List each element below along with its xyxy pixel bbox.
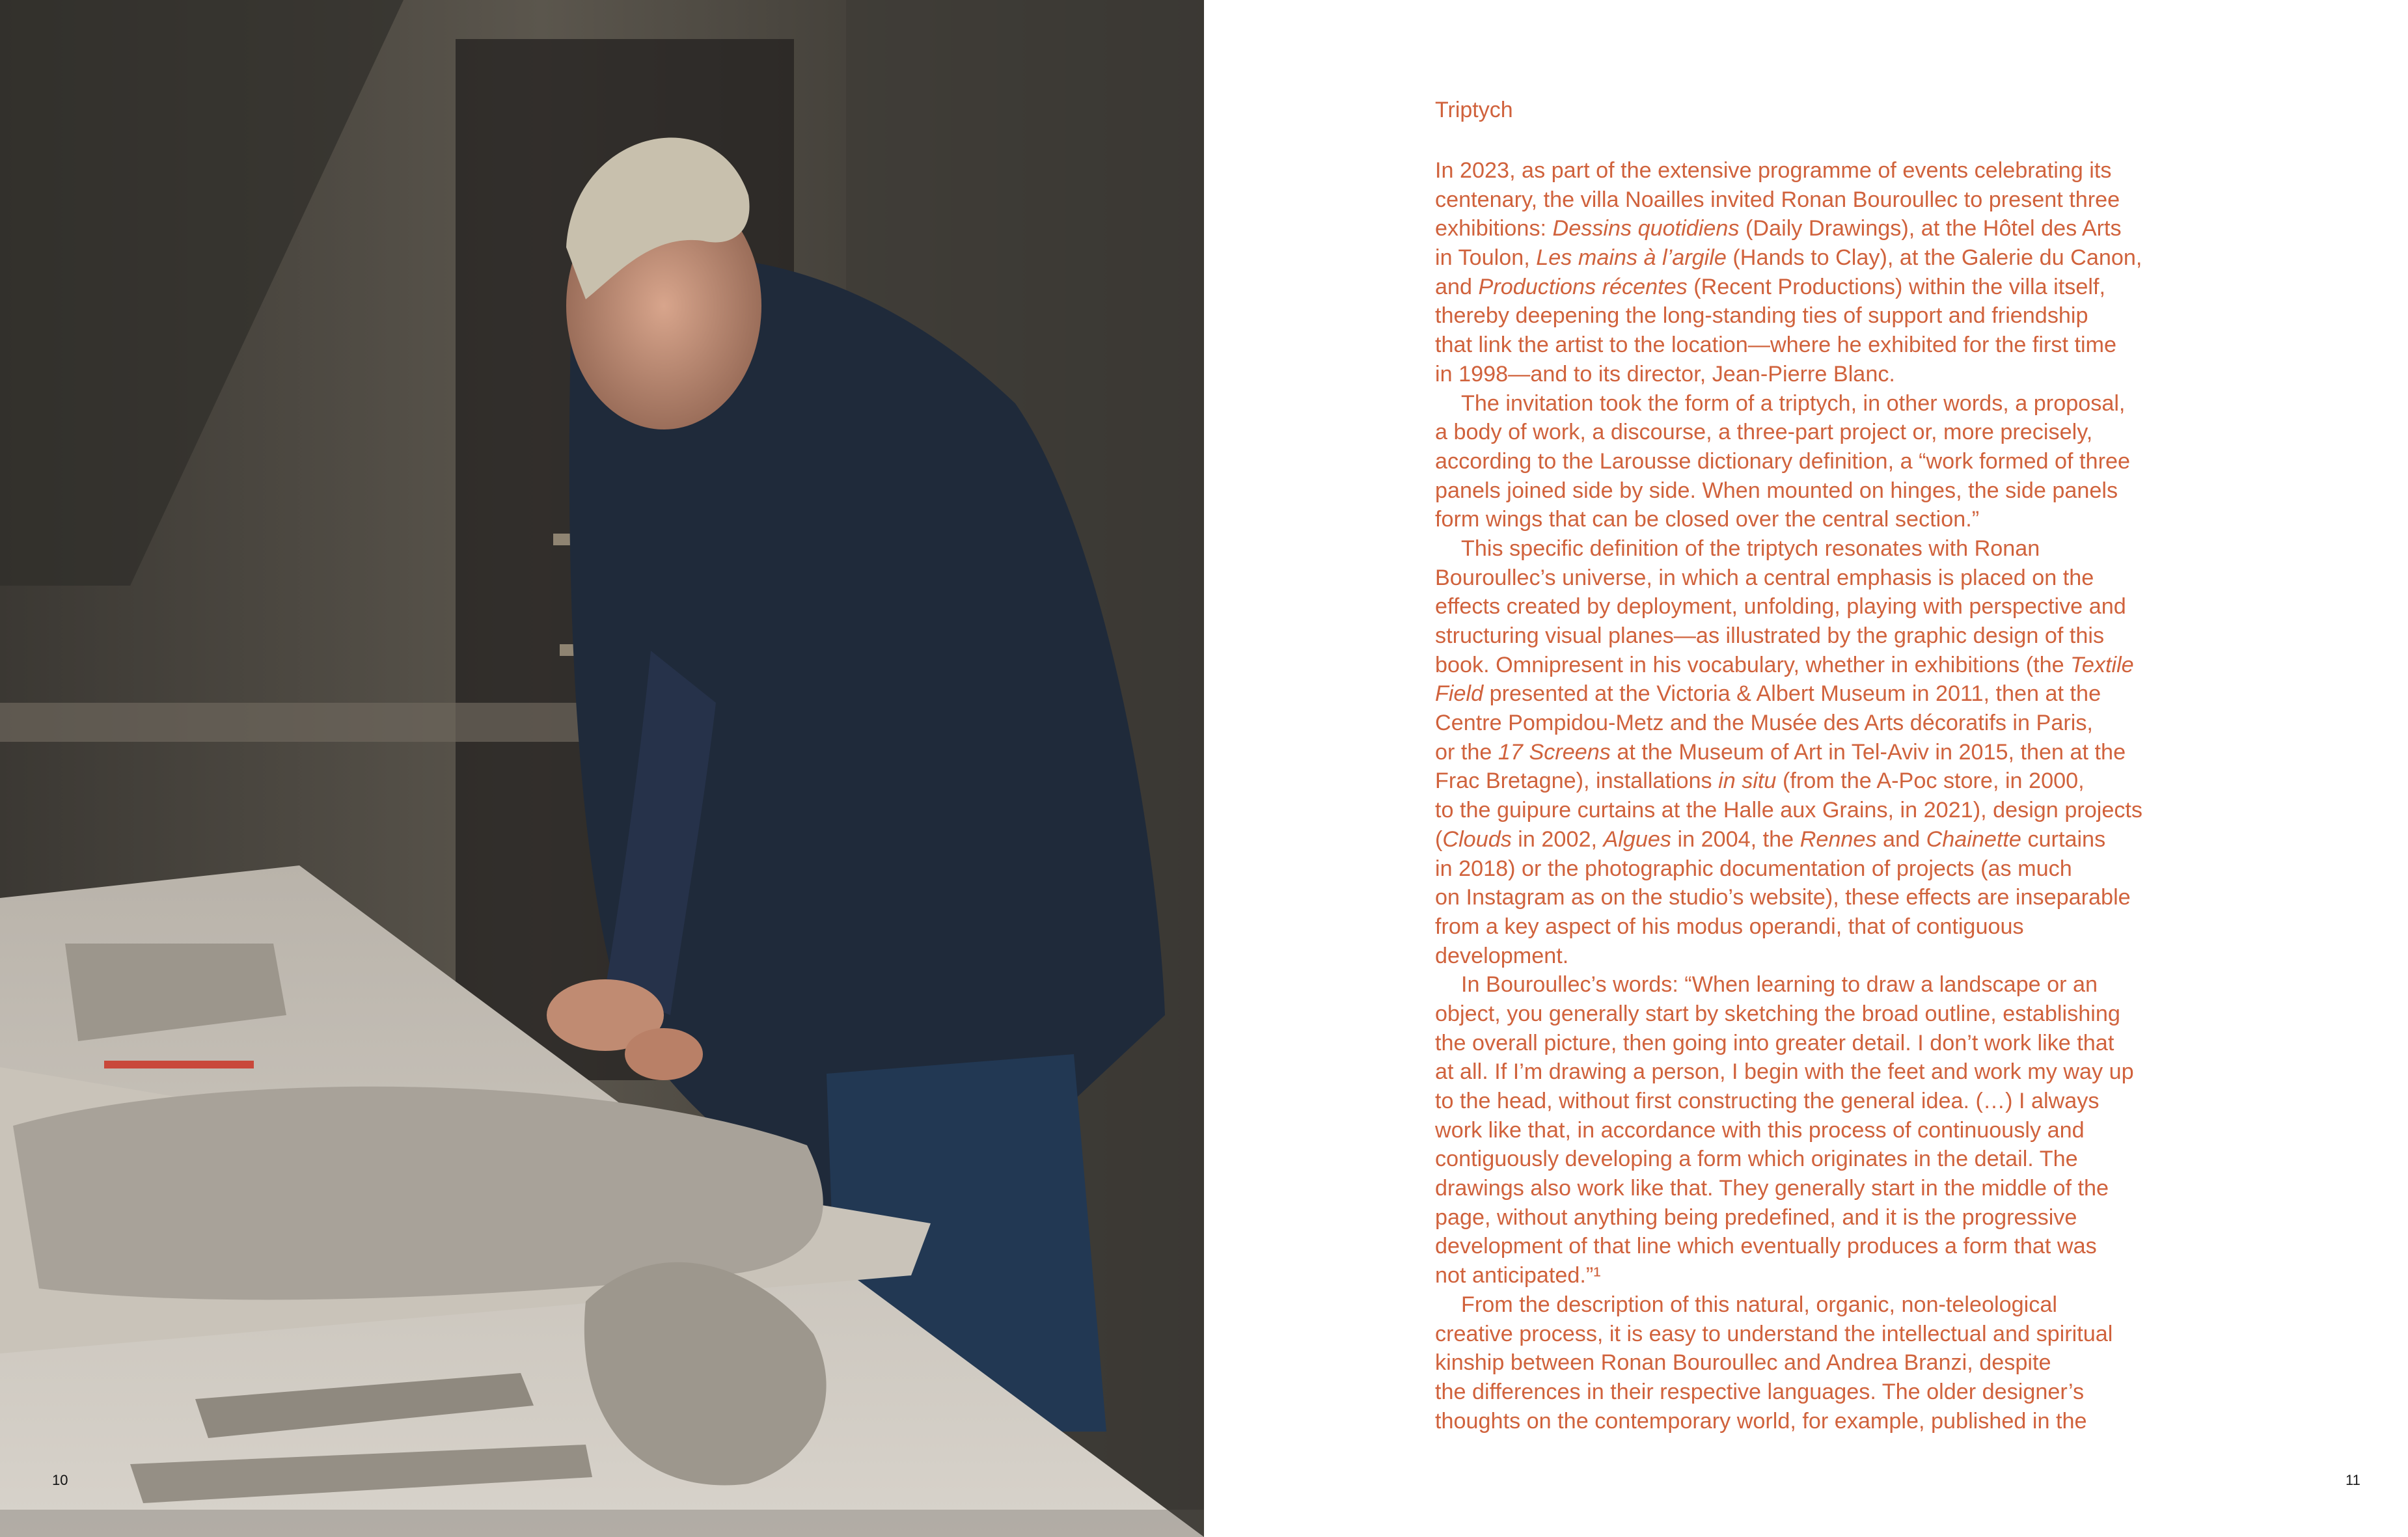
body-text-run: in 2004, the: [1671, 826, 1800, 852]
body-text-run: not anticipated.”¹: [1435, 1263, 1601, 1288]
body-line: [1435, 447, 2183, 476]
body-line: [1435, 476, 2183, 506]
body-line: [1435, 534, 2183, 564]
body-line: [1435, 738, 2183, 767]
page-number-right: 11: [2346, 1472, 2360, 1488]
body-text-run: development.: [1435, 943, 1569, 968]
body-line: [1435, 1320, 2183, 1349]
body-text-run: Centre Pompidou-Metz and the Musée des Arts décoratifs in Paris,: [1435, 711, 2093, 736]
body-text-run: in 1998—and to its director, Jean-Pierre Blanc.: [1435, 361, 1895, 387]
body-text-run: (: [1435, 826, 1443, 852]
body-text-run: in Toulon,: [1435, 245, 1537, 271]
body-line: [1435, 1174, 2183, 1203]
body-line: [1435, 970, 2183, 1000]
article-body: [1435, 156, 2183, 1435]
body-text-run: on Instagram as on the studio’s website), these effects are inseparable: [1435, 885, 2131, 910]
body-text-run: and: [1876, 826, 1926, 852]
italic-title: Rennes: [1799, 826, 1877, 852]
body-text-run: drawings also work like that. They generally start in the middle of the: [1435, 1176, 2109, 1201]
body-text-run: From the description of this natural, organic, non-teleological: [1461, 1292, 2057, 1317]
article-heading: Triptych: [1435, 98, 1513, 122]
body-text-run: form wings that can be closed over the central section.”: [1435, 507, 1980, 532]
body-text-run: In Bouroullec’s words: “When learning to draw a landscape or an: [1461, 972, 2098, 998]
body-text-run: Frac Bretagne), installations: [1435, 768, 1719, 794]
body-text-run: page, without anything being predefined, and it is the progressive: [1435, 1204, 2077, 1230]
body-line: [1435, 1407, 2183, 1436]
body-line: [1435, 214, 2183, 243]
body-text-run: a body of work, a discourse, a three-part project or, more precisely,: [1435, 420, 2093, 445]
body-line: [1435, 825, 2183, 854]
body-text-run: according to the Larousse dictionary definition, a “work formed of three: [1435, 448, 2130, 474]
body-text-run: thereby deepening the long-standing ties of support and friendship: [1435, 303, 2088, 329]
body-text-run: exhibitions:: [1435, 216, 1553, 241]
body-line: [1435, 418, 2183, 447]
body-text-run: the differences in their respective languages. The older designer’s: [1435, 1379, 2085, 1404]
body-text-run: and: [1435, 274, 1479, 299]
body-text-run: work like that, in accordance with this process of continuously and: [1435, 1117, 2085, 1143]
body-text-run: contiguously developing a form which originates in the detail. The: [1435, 1147, 2078, 1172]
body-text-run: creative process, it is easy to understand the intellectual and spiritual: [1435, 1321, 2113, 1346]
body-line: [1435, 709, 2183, 738]
body-text-run: in 2002,: [1511, 826, 1604, 852]
body-text-run: kinship between Ronan Bouroullec and Andrea Branzi, despite: [1435, 1350, 2051, 1376]
body-line: [1435, 942, 2183, 971]
body-line: [1435, 156, 2183, 185]
body-text-run: to the guipure curtains at the Halle aux Grains, in 2021), design projects: [1435, 798, 2143, 823]
body-text-run: thoughts on the contemporary world, for example, published in the: [1435, 1408, 2087, 1434]
body-line: [1435, 621, 2183, 651]
italic-title: Dessins quotidiens: [1552, 216, 1740, 241]
body-line: [1435, 883, 2183, 912]
body-line: [1435, 854, 2183, 884]
body-text-run: This specific definition of the triptych resonates with Ronan: [1461, 536, 2040, 561]
body-text-run: (from the A-Poc store, in 2000,: [1776, 768, 2085, 794]
body-line: [1435, 1348, 2183, 1378]
body-text-run: (Daily Drawings), at the Hôtel des Arts: [1739, 216, 2122, 241]
page-number-left: 10: [52, 1472, 68, 1488]
body-line: [1435, 301, 2183, 331]
italic-title: Textile: [2070, 652, 2134, 677]
body-line: [1435, 1203, 2183, 1232]
body-line: [1435, 1116, 2183, 1145]
body-line: [1435, 796, 2183, 825]
body-line: [1435, 243, 2183, 273]
body-text-run: presented at the Victoria & Albert Museum in 2011, then at the: [1483, 681, 2101, 707]
italic-title: Productions récentes: [1478, 274, 1688, 299]
body-line: [1435, 592, 2183, 621]
body-line: [1435, 1029, 2183, 1058]
body-text-run: at all. If I’m drawing a person, I begin with the feet and work my way up: [1435, 1059, 2134, 1085]
body-line: [1435, 767, 2183, 796]
body-line: [1435, 1000, 2183, 1029]
body-line: [1435, 505, 2183, 534]
text-page: [1204, 0, 2408, 1537]
body-line: [1435, 912, 2183, 942]
body-text-run: centenary, the villa Noailles invited Ronan Bouroullec to present three: [1435, 187, 2120, 212]
body-line: [1435, 651, 2183, 680]
body-text-run: development of that line which eventually produces a form that was: [1435, 1234, 2097, 1259]
body-line: [1435, 273, 2183, 302]
italic-title: in situ: [1718, 768, 1777, 794]
body-text-run: in 2018) or the photographic documentation of projects (as much: [1435, 856, 2072, 881]
body-line: [1435, 564, 2183, 593]
body-text-run: the overall picture, then going into greater detail. I don’t work like that: [1435, 1030, 2114, 1055]
body-text-run: Bouroullec’s universe, in which a central emphasis is placed on the: [1435, 565, 2094, 590]
body-text-run: The invitation took the form of a triptych, in other words, a proposal,: [1461, 390, 2126, 416]
italic-title: Les mains à l’argile: [1536, 245, 1727, 271]
body-line: [1435, 331, 2183, 360]
body-text-run: (Hands to Clay), at the Galerie du Canon,: [1726, 245, 2142, 271]
body-line: [1435, 1261, 2183, 1290]
body-text-run: panels joined side by side. When mounted on hinges, the side panels: [1435, 478, 2118, 503]
body-line: [1435, 1290, 2183, 1320]
body-text-run: from a key aspect of his modus operandi, that of contiguous: [1435, 914, 2024, 939]
body-text-run: effects created by deployment, unfolding, playing with perspective and: [1435, 594, 2126, 619]
body-text-run: In 2023, as part of the extensive programme of events celebrating its: [1435, 158, 2112, 183]
body-text-run: to the head, without first constructing the general idea. (…) I always: [1435, 1089, 2100, 1113]
body-text-run: that link the artist to the location—where he exhibited for the first time: [1435, 333, 2117, 358]
body-line: [1435, 1145, 2183, 1174]
italic-title: Algues: [1603, 826, 1672, 852]
body-text-run: object, you generally start by sketching the broad outline, establishing: [1435, 1001, 2120, 1026]
body-line: [1435, 1378, 2183, 1407]
italic-title: Field: [1435, 681, 1484, 707]
body-text-run: structuring visual planes—as illustrated by the graphic design of this: [1435, 623, 2105, 648]
body-line: [1435, 679, 2183, 709]
body-text-run: book. Omnipresent in his vocabulary, whether in exhibitions (the: [1435, 652, 2071, 677]
body-line: [1435, 360, 2183, 389]
body-line: [1435, 1057, 2183, 1087]
italic-title: Chainette: [1926, 826, 2021, 852]
body-line: [1435, 1087, 2183, 1116]
italic-title: Clouds: [1442, 826, 1512, 852]
body-text-run: at the Museum of Art in Tel-Aviv in 2015, then at the: [1610, 739, 2126, 765]
body-line: [1435, 389, 2183, 418]
body-text-run: or the: [1435, 739, 1498, 765]
body-text-run: (Recent Productions) within the villa itself,: [1687, 274, 2105, 299]
body-line: [1435, 185, 2183, 215]
body-text-run: curtains: [2021, 826, 2106, 852]
italic-title: 17 Screens: [1498, 739, 1611, 765]
body-line: [1435, 1232, 2183, 1261]
